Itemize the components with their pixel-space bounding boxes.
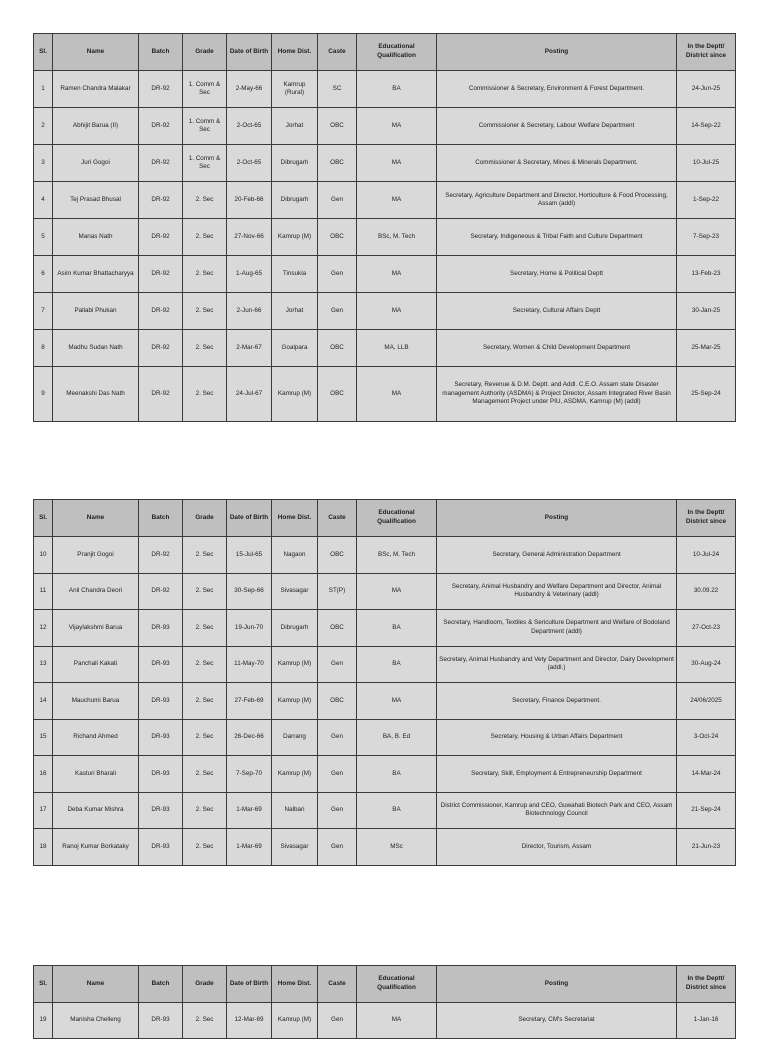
cell-dob: 26-Dec-66 [227, 719, 272, 756]
cell-home-dist: Kamrup (Rural) [272, 71, 318, 108]
col-header-grade: Grade [183, 34, 227, 71]
cell-dob: 11-May-70 [227, 646, 272, 683]
cell-grade: 1. Comm & Sec [183, 108, 227, 145]
cell-name: Anil Chandra Deori [53, 573, 139, 610]
table-row [34, 145, 736, 182]
cell-caste: OBC [318, 683, 357, 720]
cell-sl: 8 [34, 330, 53, 367]
cell-posting: Secretary, General Administration Department [437, 537, 677, 574]
cell-qualification: MA [357, 1003, 437, 1039]
cell-qualification: BA [357, 71, 437, 108]
cell-since: 30-Aug-24 [677, 646, 736, 683]
cell-since: 10-Jul-24 [677, 537, 736, 574]
cell-since: 14-Sep-22 [677, 108, 736, 145]
cell-dob: 1-Mar-69 [227, 829, 272, 866]
cell-posting: Secretary, Women & Child Development Department [437, 330, 677, 367]
cell-batch: DR-92 [139, 367, 183, 422]
cell-batch: DR-93 [139, 719, 183, 756]
table-row [34, 293, 736, 330]
cell-dob: 27-Feb-69 [227, 683, 272, 720]
cell-posting: Commissioner & Secretary, Environment & Forest Department. [437, 71, 677, 108]
cell-caste: Gen [318, 256, 357, 293]
table-row [34, 71, 736, 108]
cell-home-dist: Kamrup (M) [272, 219, 318, 256]
table-row [34, 646, 736, 683]
cell-dob: 19-Jun-70 [227, 610, 272, 647]
col-header-dob: Date of Birth [227, 500, 272, 537]
cell-sl: 9 [34, 367, 53, 422]
cell-qualification: MSc [357, 829, 437, 866]
cell-batch: DR-93 [139, 792, 183, 829]
officers-table-1 [33, 33, 736, 422]
col-header-sl: Sl. [34, 500, 53, 537]
col-header-qualification: Educational Qualification [357, 34, 437, 71]
col-header-home-dist: Home Dist. [272, 34, 318, 71]
cell-grade: 2. Sec [183, 367, 227, 422]
cell-qualification: MA [357, 145, 437, 182]
cell-grade: 2. Sec [183, 756, 227, 793]
cell-dob: 12-Mar-69 [227, 1003, 272, 1039]
cell-name: Pallabi Phukan [53, 293, 139, 330]
cell-dob: 24-Jul-67 [227, 367, 272, 422]
col-header-batch: Batch [139, 34, 183, 71]
table-body [34, 537, 736, 866]
cell-since: 13-Feb-23 [677, 256, 736, 293]
cell-dob: 30-Sep-66 [227, 573, 272, 610]
cell-home-dist: Kamrup (M) [272, 1003, 318, 1039]
col-header-dob: Date of Birth [227, 34, 272, 71]
cell-since: 30-Jan-25 [677, 293, 736, 330]
cell-grade: 2. Sec [183, 646, 227, 683]
cell-posting: Secretary, Animal Husbandry and Welfare Department and Director, Animal Husbandry & Veterinary (addl) [437, 573, 677, 610]
cell-qualification: BSc, M. Tech [357, 219, 437, 256]
cell-sl: 5 [34, 219, 53, 256]
table-body [34, 1003, 736, 1039]
cell-name: Vijaylakshmi Barua [53, 610, 139, 647]
cell-home-dist: Tinsukia [272, 256, 318, 293]
cell-dob: 1-Mar-69 [227, 792, 272, 829]
cell-grade: 2. Sec [183, 537, 227, 574]
cell-caste: Gen [318, 293, 357, 330]
cell-batch: DR-92 [139, 537, 183, 574]
cell-qualification: MA [357, 182, 437, 219]
cell-since: 24-Jun-25 [677, 71, 736, 108]
cell-qualification: MA [357, 367, 437, 422]
cell-since: 25-Sep-24 [677, 367, 736, 422]
cell-grade: 1. Comm & Sec [183, 71, 227, 108]
cell-posting: Secretary, Revenue & D.M. Deptt. and Addl. C.E.O. Assam state Disaster management Authority (ASDMA) & Project Director, Assam Integrated River Basin Management Project under PIU, ASDMA, Kamrup (M) (addl) [437, 367, 677, 422]
cell-home-dist: Nagaon [272, 537, 318, 574]
table-row [34, 219, 736, 256]
cell-sl: 13 [34, 646, 53, 683]
table-row [34, 829, 736, 866]
cell-home-dist: Dibrugarh [272, 145, 318, 182]
col-header-since: In the Deptt/ District since [677, 500, 736, 537]
col-header-posting: Posting [437, 34, 677, 71]
cell-grade: 2. Sec [183, 330, 227, 367]
cell-name: Meenakshi Das Nath [53, 367, 139, 422]
cell-sl: 18 [34, 829, 53, 866]
cell-name: Manas Nath [53, 219, 139, 256]
cell-qualification: MA, LLB [357, 330, 437, 367]
table-body [34, 71, 736, 422]
cell-grade: 2. Sec [183, 219, 227, 256]
cell-dob: 2-Jun-66 [227, 293, 272, 330]
cell-name: Juri Gogoi [53, 145, 139, 182]
cell-sl: 14 [34, 683, 53, 720]
table-row [34, 573, 736, 610]
cell-posting: Secretary, Skill, Employment & Entrepreneurship Department [437, 756, 677, 793]
cell-qualification: MA [357, 293, 437, 330]
cell-dob: 2-May-66 [227, 71, 272, 108]
cell-home-dist: Jorhat [272, 293, 318, 330]
cell-dob: 2-Oct-65 [227, 145, 272, 182]
cell-name: Kasturi Bharali [53, 756, 139, 793]
cell-sl: 16 [34, 756, 53, 793]
cell-name: Abhijit Barua (II) [53, 108, 139, 145]
cell-home-dist: Kamrup (M) [272, 367, 318, 422]
cell-since: 3-Oct-24 [677, 719, 736, 756]
col-header-dob: Date of Birth [227, 966, 272, 1003]
cell-posting: Secretary, CM's Secretariat [437, 1003, 677, 1039]
cell-caste: Gen [318, 182, 357, 219]
table-row [34, 367, 736, 422]
cell-batch: DR-93 [139, 683, 183, 720]
cell-caste: OBC [318, 219, 357, 256]
cell-sl: 6 [34, 256, 53, 293]
cell-posting: Secretary, Handloom, Textiles & Sericulture Department and Welfare of Bodoland Department (addl) [437, 610, 677, 647]
col-header-name: Name [53, 966, 139, 1003]
cell-batch: DR-92 [139, 108, 183, 145]
col-header-sl: Sl. [34, 34, 53, 71]
cell-home-dist: Dibrugarh [272, 182, 318, 219]
table-row [34, 1003, 736, 1039]
cell-caste: OBC [318, 145, 357, 182]
cell-home-dist: Sivasagar [272, 573, 318, 610]
col-header-posting: Posting [437, 500, 677, 537]
col-header-qualification: Educational Qualification [357, 500, 437, 537]
cell-posting: Secretary, Agriculture Department and Director, Horticulture & Food Processing, Assam (addl) [437, 182, 677, 219]
cell-qualification: MA [357, 573, 437, 610]
col-header-name: Name [53, 500, 139, 537]
col-header-home-dist: Home Dist. [272, 966, 318, 1003]
table-row [34, 108, 736, 145]
cell-sl: 3 [34, 145, 53, 182]
cell-qualification: BA [357, 646, 437, 683]
cell-caste: OBC [318, 537, 357, 574]
cell-name: Pranjit Gogoi [53, 537, 139, 574]
col-header-caste: Caste [318, 500, 357, 537]
cell-batch: DR-92 [139, 293, 183, 330]
cell-sl: 12 [34, 610, 53, 647]
cell-grade: 2. Sec [183, 256, 227, 293]
cell-caste: Gen [318, 792, 357, 829]
table-row [34, 182, 736, 219]
cell-home-dist: Dibrugarh [272, 610, 318, 647]
cell-qualification: BA [357, 756, 437, 793]
col-header-sl: Sl. [34, 966, 53, 1003]
cell-caste: OBC [318, 367, 357, 422]
cell-grade: 2. Sec [183, 719, 227, 756]
cell-grade: 2. Sec [183, 182, 227, 219]
cell-dob: 15-Jul-65 [227, 537, 272, 574]
cell-batch: DR-93 [139, 610, 183, 647]
cell-caste: Gen [318, 646, 357, 683]
cell-caste: OBC [318, 108, 357, 145]
cell-dob: 27-Nov-66 [227, 219, 272, 256]
col-header-caste: Caste [318, 34, 357, 71]
col-header-caste: Caste [318, 966, 357, 1003]
cell-caste: Gen [318, 829, 357, 866]
cell-dob: 20-Feb-66 [227, 182, 272, 219]
cell-sl: 15 [34, 719, 53, 756]
col-header-home-dist: Home Dist. [272, 500, 318, 537]
col-header-qualification: Educational Qualification [357, 966, 437, 1003]
cell-grade: 2. Sec [183, 829, 227, 866]
cell-home-dist: Kamrup (M) [272, 756, 318, 793]
cell-home-dist: Goalpara [272, 330, 318, 367]
cell-qualification: BSc, M. Tech [357, 537, 437, 574]
cell-home-dist: Sivasagar [272, 829, 318, 866]
cell-sl: 19 [34, 1003, 53, 1039]
cell-since: 14-Mar-24 [677, 756, 736, 793]
cell-grade: 2. Sec [183, 610, 227, 647]
table-header-row [34, 966, 736, 1003]
cell-caste: ST(P) [318, 573, 357, 610]
cell-dob: 2-Mar-67 [227, 330, 272, 367]
cell-home-dist: Kamrup (M) [272, 646, 318, 683]
col-header-since: In the Deptt/ District since [677, 966, 736, 1003]
cell-posting: Secretary, Home & Political Deptt [437, 256, 677, 293]
cell-batch: DR-92 [139, 71, 183, 108]
cell-posting: District Commissioner, Kamrup and CEO, Guwahati Biotech Park and CEO, Assam Biotechnology Council [437, 792, 677, 829]
cell-since: 21-Sep-24 [677, 792, 736, 829]
cell-grade: 2. Sec [183, 683, 227, 720]
cell-sl: 7 [34, 293, 53, 330]
col-header-grade: Grade [183, 966, 227, 1003]
cell-caste: Gen [318, 1003, 357, 1039]
cell-home-dist: Darrang [272, 719, 318, 756]
cell-name: Deba Kumar Mishra [53, 792, 139, 829]
col-header-batch: Batch [139, 966, 183, 1003]
table-header-row [34, 34, 736, 71]
cell-batch: DR-92 [139, 256, 183, 293]
cell-dob: 1-Aug-65 [227, 256, 272, 293]
cell-name: Tej Prasad Bhusal [53, 182, 139, 219]
table-row [34, 610, 736, 647]
cell-qualification: MA [357, 108, 437, 145]
officers-table-3 [33, 965, 736, 1039]
col-header-batch: Batch [139, 500, 183, 537]
cell-home-dist: Nalbari [272, 792, 318, 829]
cell-qualification: MA [357, 683, 437, 720]
cell-batch: DR-92 [139, 145, 183, 182]
cell-name: Madhu Sudan Nath [53, 330, 139, 367]
cell-caste: Gen [318, 719, 357, 756]
cell-posting: Secretary, Housing & Urban Affairs Department [437, 719, 677, 756]
cell-qualification: BA [357, 792, 437, 829]
cell-home-dist: Jorhat [272, 108, 318, 145]
cell-dob: 2-Oct-65 [227, 108, 272, 145]
cell-name: Mauchumi Barua [53, 683, 139, 720]
cell-grade: 2. Sec [183, 293, 227, 330]
cell-grade: 2. Sec [183, 1003, 227, 1039]
cell-name: Asim Kumar Bhattacharyya [53, 256, 139, 293]
table-row [34, 537, 736, 574]
cell-grade: 1. Comm & Sec [183, 145, 227, 182]
cell-posting: Secretary, Finance Department. [437, 683, 677, 720]
cell-grade: 2. Sec [183, 573, 227, 610]
cell-name: Ranoj Kumar Borkataky [53, 829, 139, 866]
table-row [34, 792, 736, 829]
cell-batch: DR-92 [139, 182, 183, 219]
cell-caste: SC [318, 71, 357, 108]
cell-sl: 11 [34, 573, 53, 610]
cell-since: 25-Mar-25 [677, 330, 736, 367]
table-row [34, 683, 736, 720]
cell-batch: DR-92 [139, 219, 183, 256]
cell-batch: DR-92 [139, 573, 183, 610]
table-row [34, 256, 736, 293]
cell-caste: Gen [318, 756, 357, 793]
cell-sl: 17 [34, 792, 53, 829]
col-header-posting: Posting [437, 966, 677, 1003]
cell-qualification: BA [357, 610, 437, 647]
cell-name: Manisha Chelleng [53, 1003, 139, 1039]
cell-since: 1-Jan-16 [677, 1003, 736, 1039]
cell-caste: OBC [318, 610, 357, 647]
cell-qualification: BA, B. Ed [357, 719, 437, 756]
cell-posting: Secretary, Animal Husbandry and Vety Department and Director, Dairy Development (addl.) [437, 646, 677, 683]
cell-sl: 10 [34, 537, 53, 574]
cell-since: 7-Sep-23 [677, 219, 736, 256]
cell-batch: DR-92 [139, 330, 183, 367]
cell-posting: Secretary, Cultural Affairs Deptt [437, 293, 677, 330]
officers-table-2 [33, 499, 736, 866]
cell-qualification: MA [357, 256, 437, 293]
cell-since: 10-Jul-25 [677, 145, 736, 182]
table-header-row [34, 500, 736, 537]
cell-posting: Commissioner & Secretary, Labour Welfare Department [437, 108, 677, 145]
cell-batch: DR-93 [139, 829, 183, 866]
cell-sl: 1 [34, 71, 53, 108]
cell-posting: Director, Tourism, Assam [437, 829, 677, 866]
col-header-grade: Grade [183, 500, 227, 537]
cell-batch: DR-93 [139, 756, 183, 793]
cell-batch: DR-93 [139, 646, 183, 683]
cell-posting: Secretary, Indigeneous & Tribal Faith and Culture Department [437, 219, 677, 256]
table-row [34, 756, 736, 793]
col-header-since: In the Deptt/ District since [677, 34, 736, 71]
cell-name: Ramen Chandra Malakar [53, 71, 139, 108]
table-row [34, 330, 736, 367]
cell-name: Richand Ahmed [53, 719, 139, 756]
cell-batch: DR-93 [139, 1003, 183, 1039]
cell-since: 27-Oct-23 [677, 610, 736, 647]
cell-since: 1-Sep-22 [677, 182, 736, 219]
cell-grade: 2. Sec [183, 792, 227, 829]
cell-name: Panchali Kakati [53, 646, 139, 683]
cell-since: 30.09.22 [677, 573, 736, 610]
cell-sl: 4 [34, 182, 53, 219]
table-row [34, 719, 736, 756]
col-header-name: Name [53, 34, 139, 71]
cell-since: 24/06/2025 [677, 683, 736, 720]
cell-caste: OBC [318, 330, 357, 367]
cell-sl: 2 [34, 108, 53, 145]
cell-posting: Commissioner & Secretary, Mines & Minerals Department. [437, 145, 677, 182]
cell-dob: 7-Sep-70 [227, 756, 272, 793]
cell-home-dist: Kamrup (M) [272, 683, 318, 720]
cell-since: 21-Jun-23 [677, 829, 736, 866]
